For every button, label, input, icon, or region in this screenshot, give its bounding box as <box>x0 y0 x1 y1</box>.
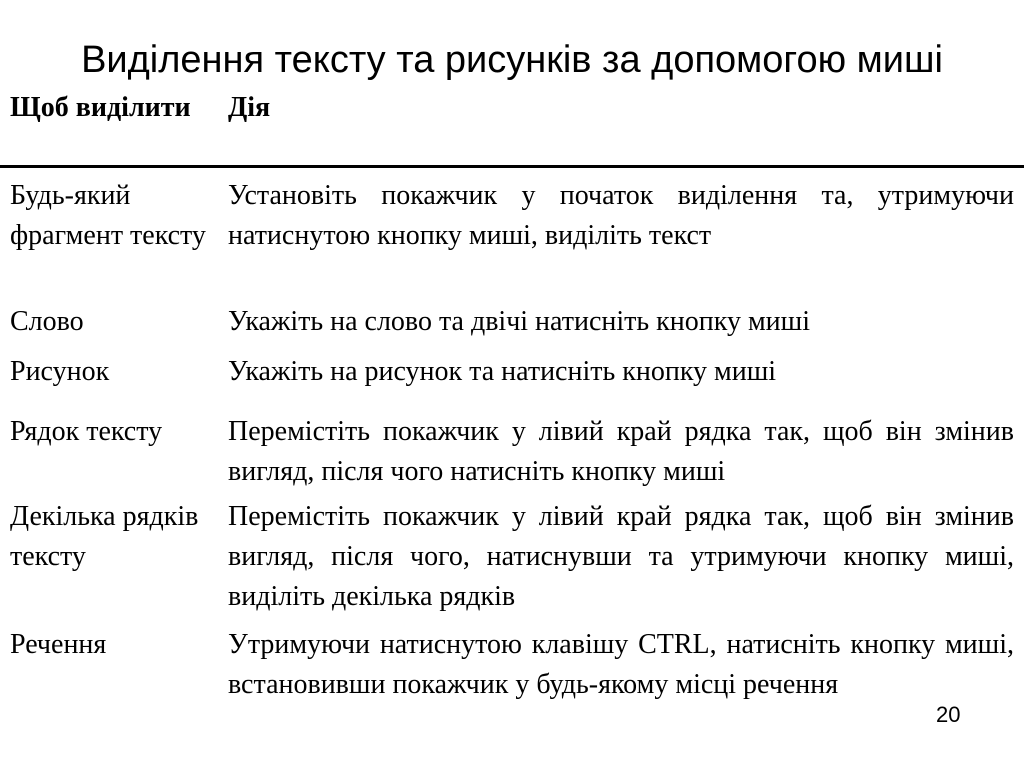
row-action: Укажіть на слово та двічі натисніть кнопку миші <box>228 306 810 337</box>
row-target: Речення <box>10 629 107 660</box>
row-target: Декілька рядків тексту <box>10 501 199 572</box>
table-row <box>0 168 1024 297</box>
table-row <box>0 497 1024 625</box>
row-target: Будь-який фрагмент тексту <box>10 180 206 251</box>
row-target: Слово <box>10 306 84 337</box>
selection-table <box>0 86 1024 705</box>
header-target: Щоб виділити <box>10 92 191 123</box>
row-action: Утримуючи натиснутою клавішу CTRL, натисніть кнопку миші, встановивши покажчик у будь-якому місці речення <box>228 629 1014 700</box>
slide-title: Виділення тексту та рисунків за допомогою миші <box>81 39 943 81</box>
table-row <box>0 412 1024 497</box>
page-number: 20 <box>936 702 961 727</box>
table-row <box>0 297 1024 352</box>
table-row <box>0 625 1024 705</box>
row-action: Укажіть на рисунок та натисніть кнопку миші <box>228 356 777 387</box>
header-action: Дія <box>228 92 271 123</box>
table-row <box>0 352 1024 412</box>
row-target: Рисунок <box>10 356 110 387</box>
row-action: Перемістіть покажчик у лівий край рядка так, щоб він змінив вигляд, після чого натисніть кнопку миші <box>228 416 1014 487</box>
row-action: Перемістіть покажчик у лівий край рядка так, щоб він змінив вигляд, після чого, натиснувши та утримуючи кнопку миші, виділіть декілька рядків <box>228 501 1014 612</box>
table-header-row <box>0 86 1024 168</box>
row-action: Установіть покажчик у початок виділення та, утримуючи натиснутою кнопку миші, виділіть текст <box>228 180 1014 251</box>
row-target: Рядок тексту <box>10 416 163 447</box>
